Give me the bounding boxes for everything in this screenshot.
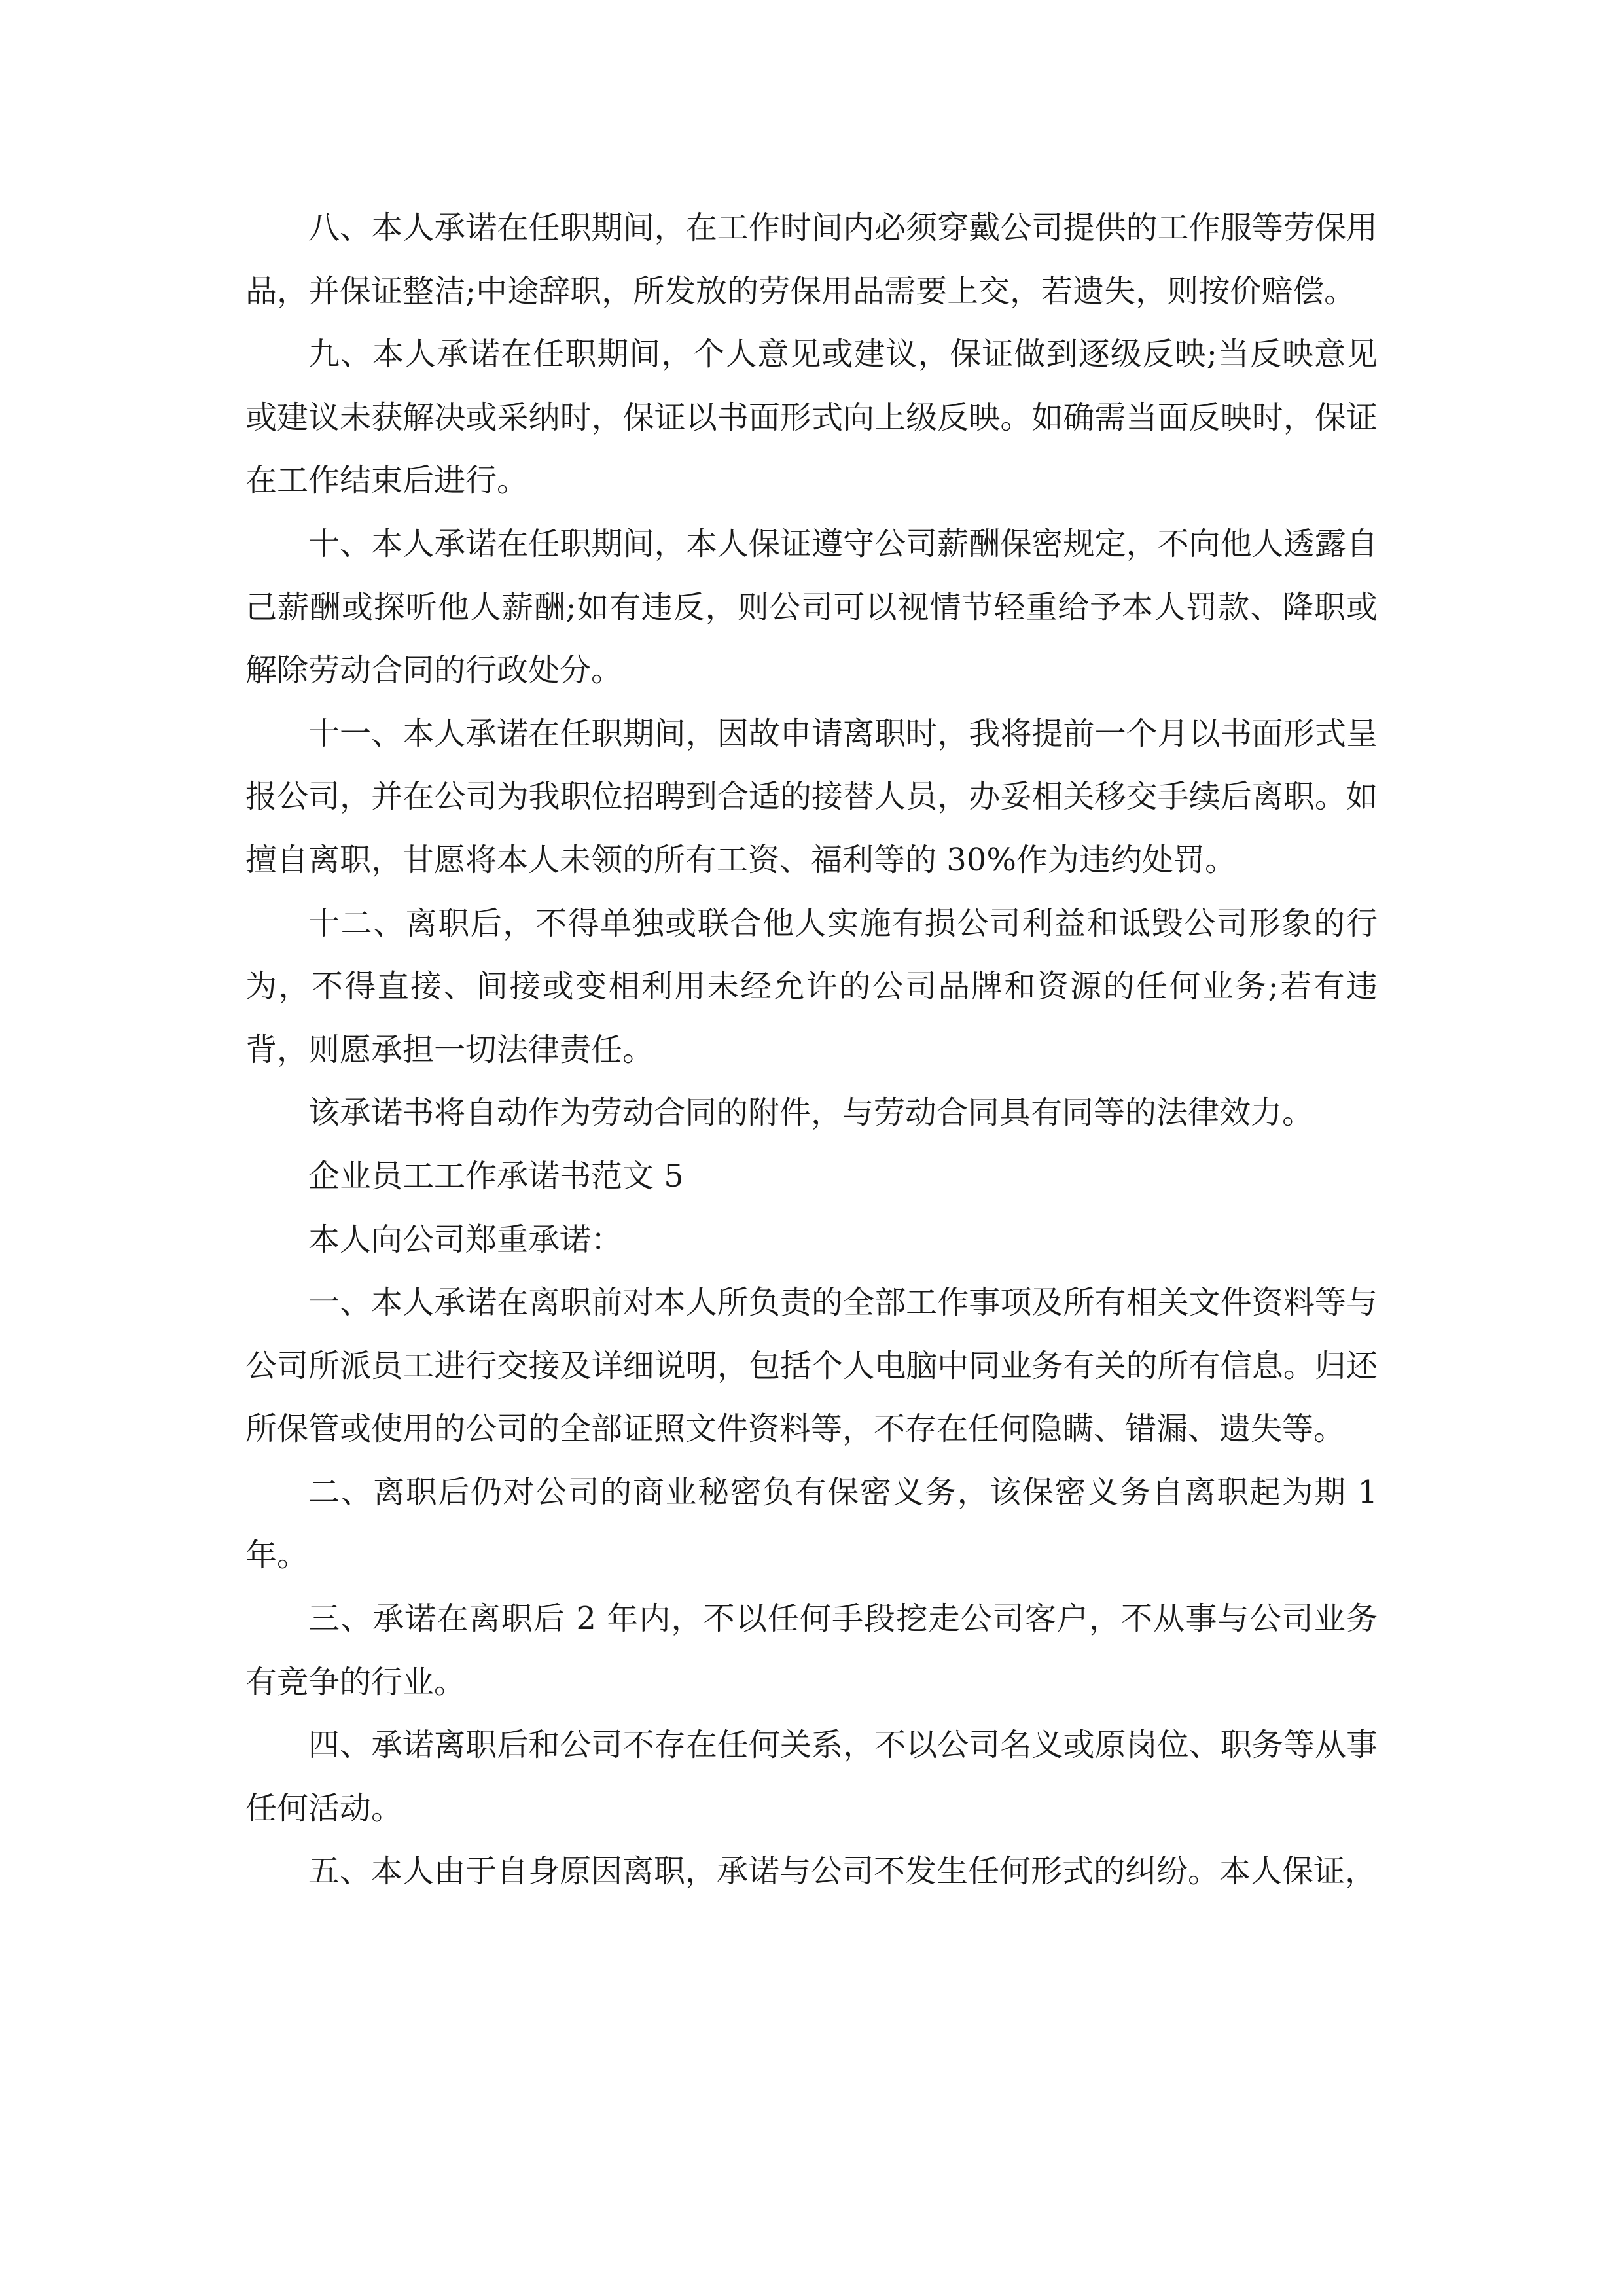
paragraph-pledge-intro: 本人向公司郑重承诺： [308, 1221, 623, 1258]
paragraph-clause-9: 九、本人承诺在任职期间，个人意见或建议，保证做到逐级反映;当反映意见或建议未获解决或采纳时，保证以书面形式向上级反映。如确需当面反映时，保证在工作结束后进行。 [245, 336, 1378, 499]
paragraph-item-2: 二、离职后仍对公司的商业秘密负有保密义务，该保密义务自离职起为期 1 年。 [245, 1473, 1378, 1574]
paragraph-attachment-note: 该承诺书将自动作为劳动合同的附件，与劳动合同具有同等的法律效力。 [308, 1094, 1314, 1132]
paragraph-item-5: 五、本人由于自身原因离职，承诺与公司不发生任何形式的纠纷。本人保证， [308, 1853, 1377, 1890]
paragraph-item-4: 四、承诺离职后和公司不存在任何关系，不以公司名义或原岗位、职务等从事任何活动。 [245, 1727, 1378, 1827]
paragraph-clause-8: 八、本人承诺在任职期间，在工作时间内必须穿戴公司提供的工作服等劳保用品，并保证整洁;中途辞职，所发放的劳保用品需要上交，若遗失，则按价赔偿。 [245, 209, 1378, 310]
section-heading-sample-5: 企业员工工作承诺书范文 5 [308, 1157, 684, 1194]
document-body [245, 196, 1378, 1903]
paragraph-item-3: 三、承诺在离职后 2 年内，不以任何手段挖走公司客户，不从事与公司业务有竞争的行业。 [245, 1600, 1378, 1700]
paragraph-clause-12: 十二、离职后，不得单独或联合他人实施有损公司利益和诋毁公司形象的行为，不得直接、间接或变相利用未经允许的公司品牌和资源的任何业务;若有违背，则愿承担一切法律责任。 [245, 905, 1378, 1068]
paragraph-clause-11: 十一、本人承诺在任职期间，因故申请离职时，我将提前一个月以书面形式呈报公司，并在公司为我职位招聘到合适的接替人员，办妥相关移交手续后离职。如擅自离职，甘愿将本人未领的所有工资、福利等的 30%作为违约处罚。 [245, 715, 1378, 878]
paragraph-clause-10: 十、本人承诺在任职期间，本人保证遵守公司薪酬保密规定，不向他人透露自己薪酬或探听他人薪酬;如有违反，则公司可以视情节轻重给予本人罚款、降职或解除劳动合同的行政处分。 [245, 525, 1378, 689]
paragraph-item-1: 一、本人承诺在离职前对本人所负责的全部工作事项及所有相关文件资料等与公司所派员工进行交接及详细说明，包括个人电脑中同业务有关的所有信息。归还所保管或使用的公司的全部证照文件资料等，不存在任何隐瞒、错漏、遗失等。 [245, 1284, 1378, 1448]
